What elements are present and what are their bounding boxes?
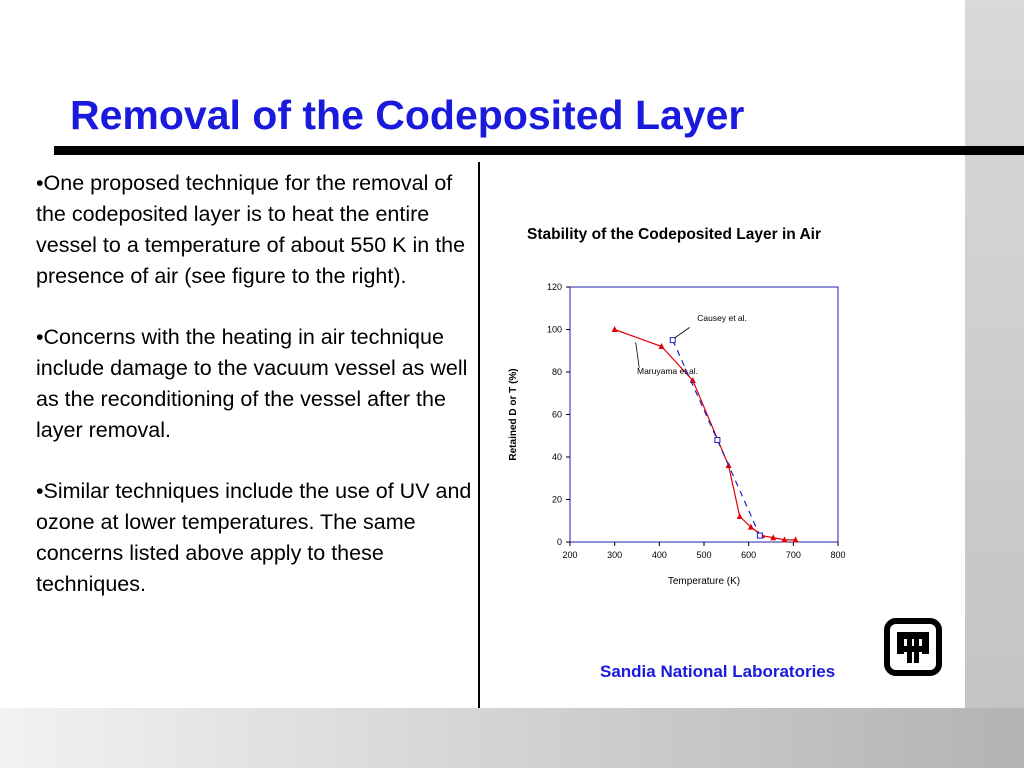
y-tick-label: 80 (551, 367, 562, 377)
chart-svg (500, 215, 900, 595)
y-tick-label: 60 (551, 409, 562, 420)
x-axis-label: Temperature (K) (667, 576, 741, 587)
y-tick-label: 40 (551, 452, 562, 462)
y-tick-label: 0 (556, 537, 562, 547)
slide-title: Removal of the Codeposited Layer (70, 92, 745, 138)
data-point-causey-et-al (670, 338, 675, 343)
sandia-thunderbird-logo-icon (884, 618, 942, 676)
data-point-causey-et-al (715, 438, 720, 443)
y-axis-label: Retained D or T (%) (508, 368, 519, 461)
bullet-item: •One proposed technique for the removal of the codeposited layer is to heat the entire vessel to a temperature of about 550 K in the presence of air (see figure to the right). (36, 171, 466, 288)
x-tick-label: 300 (607, 550, 623, 560)
bullet-item: •Concerns with the heating in air technique include damage to the vacuum vessel as well as the reconditioning of the vessel after the layer removal. (36, 325, 468, 442)
x-tick-label: 800 (830, 550, 846, 560)
annotation-maruyama: Maruyama et al. (637, 366, 698, 377)
annotation-arrow-maruyama (636, 342, 640, 368)
x-tick-label: 500 (696, 550, 712, 560)
column-divider (478, 162, 480, 708)
stability-chart (500, 215, 900, 595)
title-underline (54, 146, 1024, 155)
data-point-causey-et-al (757, 533, 762, 538)
y-tick-label: 100 (546, 324, 562, 335)
bullet-list (36, 168, 476, 630)
x-tick-label: 600 (741, 550, 757, 560)
chart-title: Stability of the Codeposited Layer in Air (527, 226, 821, 243)
data-point-maruyama-et-al (612, 326, 618, 332)
x-tick-label: 700 (785, 550, 801, 560)
x-tick-label: 200 (562, 550, 578, 560)
y-tick-label: 20 (551, 494, 562, 505)
x-tick-label: 400 (651, 550, 667, 560)
plot-area-border (570, 287, 838, 542)
footer-org-name: Sandia National Laboratories (600, 662, 836, 681)
bottom-decor-band (0, 708, 1024, 768)
series-line-maruyama-et-al (615, 330, 796, 540)
y-tick-label: 120 (546, 282, 562, 292)
right-decor-band (965, 0, 1024, 708)
bullet-item: •Similar techniques include the use of UV and ozone at lower temperatures. The same concerns listed above apply to these techniques. (36, 479, 472, 596)
data-point-maruyama-et-al (737, 513, 743, 519)
annotation-arrow-causey (675, 327, 690, 338)
annotation-causey: Causey et al. (697, 313, 747, 323)
